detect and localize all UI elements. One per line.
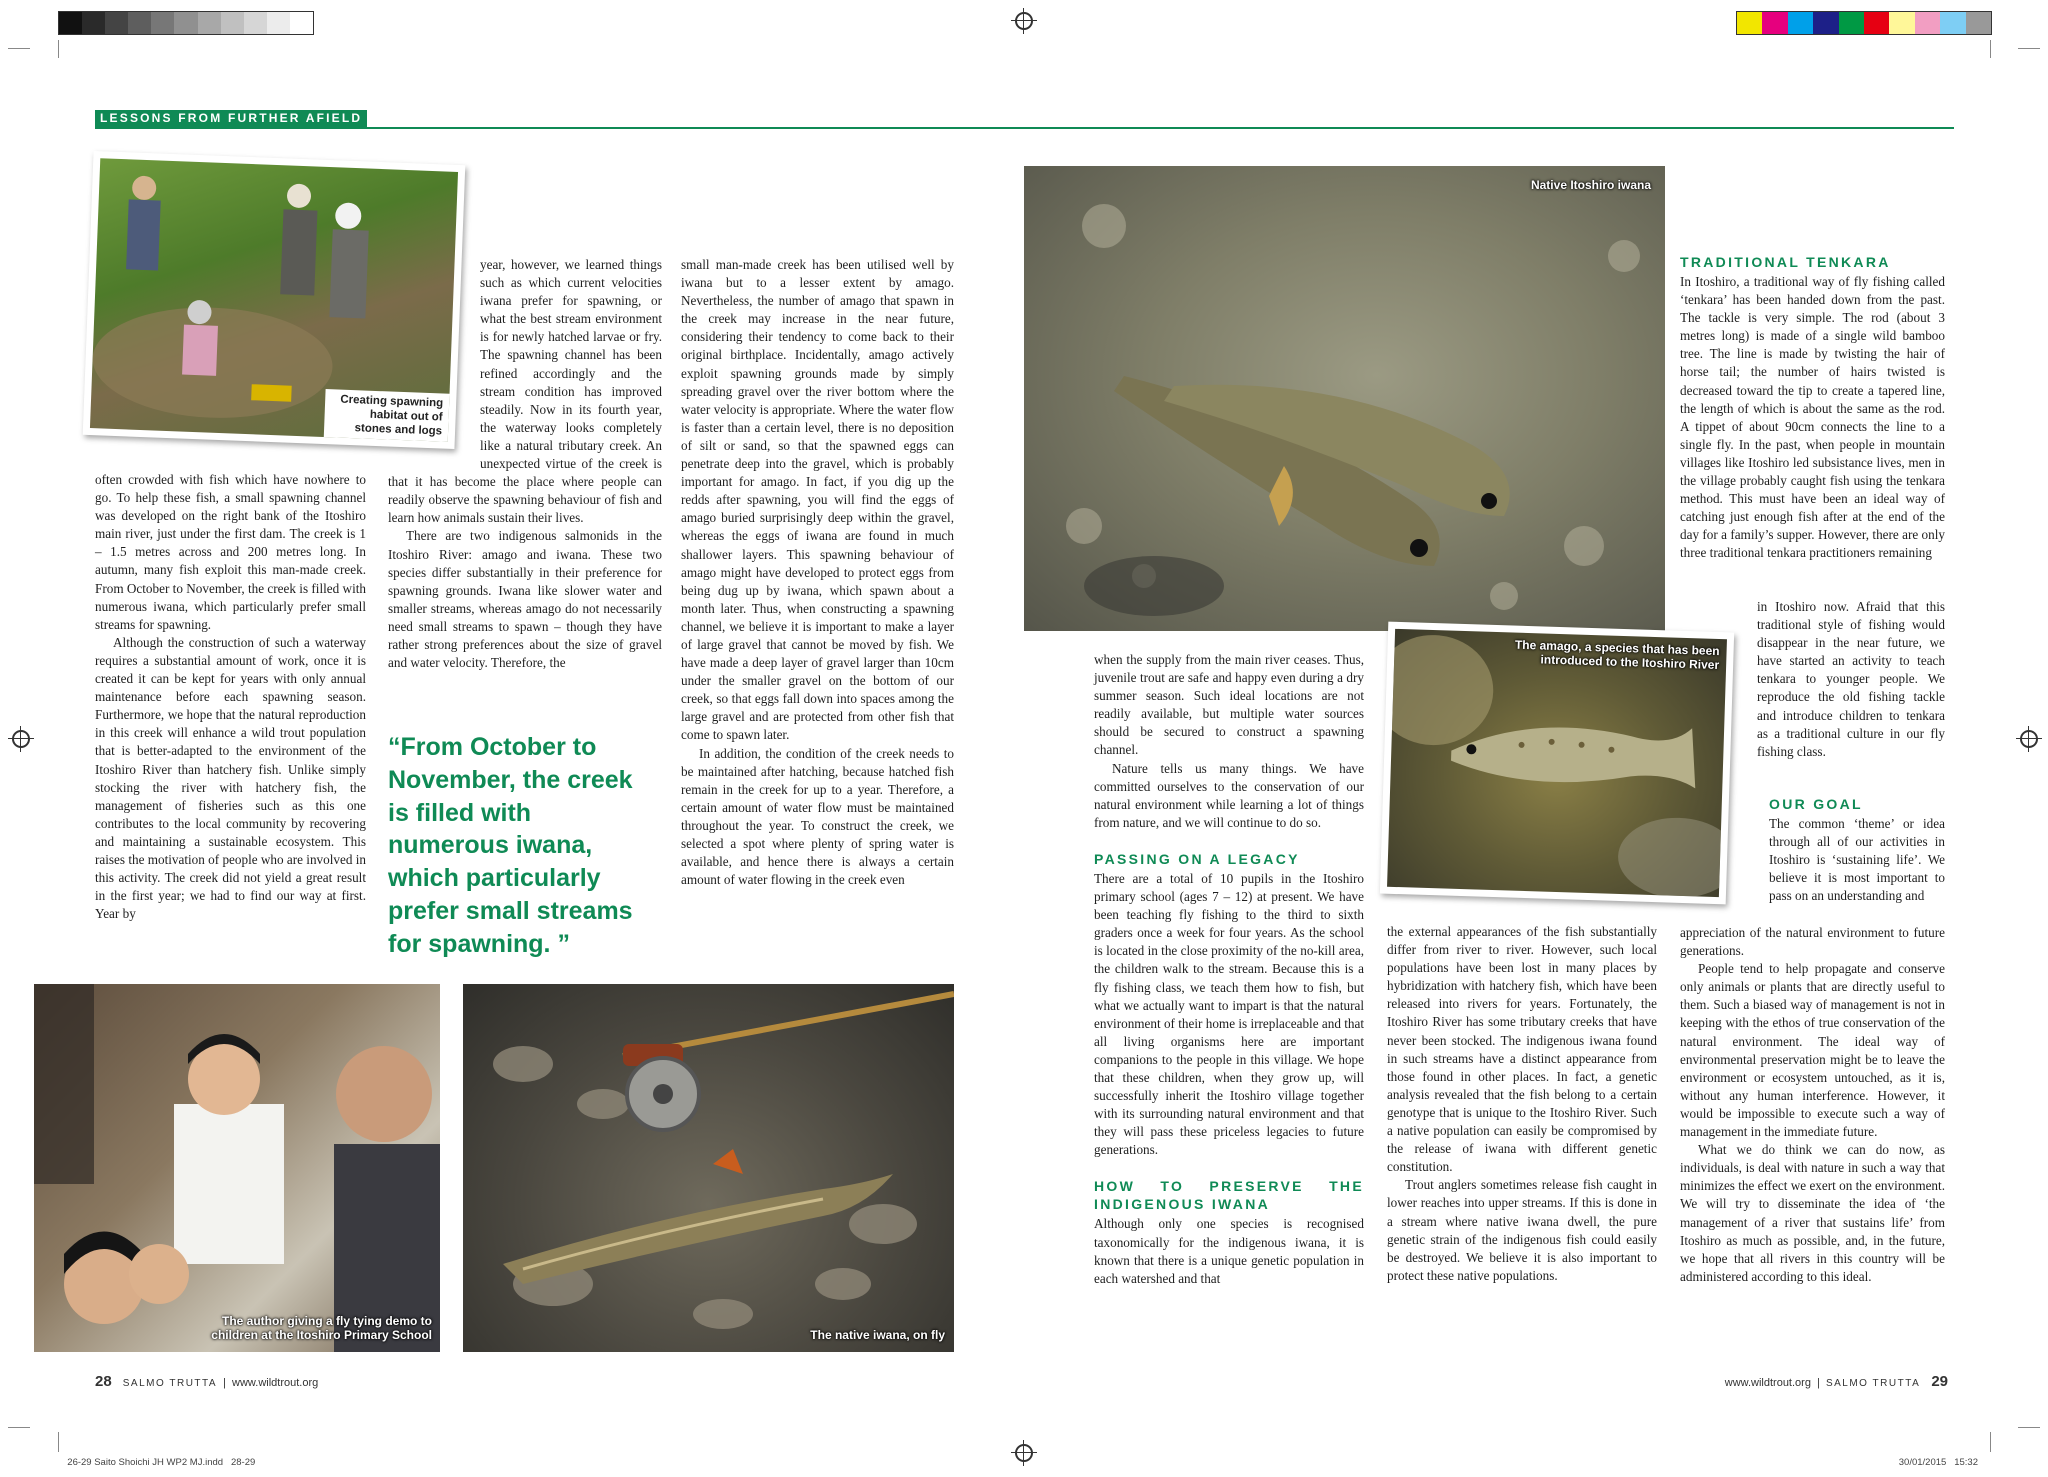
heading-our-goal: OUR GOAL (1769, 796, 1863, 812)
paragraph: In Itoshiro, a traditional way of fly fishing called ‘tenkara’ has been handed down from the past. The tackle is very simple. The rod (about 3 metres long) is made of a single wild bamboo tree. The line is made by twisting the hair of horse tail; the number of hairs twisted is decreased toward the tip to create a tapered line, the length of which is about the same as the rod. A tippet of about 90cm connects the line to a single fly. In the past, when people in mountain villages like Itoshiro led subsistance lives, men in the village probably caught fish using the tenkara method. This must have been an ideal way of catching just enough fish after at the end of the day for a family’s supper. However, there are only three traditional tenkara practitioners remaining (1680, 274, 1945, 561)
color-swatch (1915, 12, 1940, 34)
slug-file: 26-29 Saito Shoichi JH WP2 MJ.indd 28-29 (67, 1457, 256, 1468)
photo-iwana-on-fly (463, 984, 954, 1352)
article-column-4 (1094, 651, 1364, 1288)
registration-mark-right (2020, 730, 2038, 748)
crop-mark (58, 40, 59, 58)
magazine-name-left: SALMO TRUTTA (122, 1378, 218, 1389)
grayscale-bar (58, 11, 314, 35)
color-swatch (1966, 12, 1991, 34)
section-label: LESSONS FROM FURTHER AFIELD (95, 110, 367, 127)
page-number-right: 29 (1931, 1373, 1948, 1390)
crop-mark (1990, 1432, 1991, 1452)
children-illustration (34, 984, 440, 1352)
section-rule (95, 127, 1954, 129)
crop-mark (58, 1432, 59, 1452)
paragraph: Nature tells us many things. We have committed ourselves to the conservation of our natural environment while learning a lot of things from nature, and we will continue to do so. (1094, 760, 1364, 830)
crop-mark (2018, 1427, 2040, 1428)
article-column-6b (1757, 598, 1945, 761)
page-number-left: 28 (95, 1373, 112, 1390)
paragraph: appreciation of the natural environment to future generations. (1680, 925, 1945, 959)
paragraph: There are a total of 10 pupils in the Itoshiro primary school (ages 7 – 12) at present. We have been teaching fly fishing to the third to sixth graders once a week for four years. As the school is located in the close proximity of the no-kill area, the children walk to the stream. Because this is a fly fishing class, we teach them how to fish, but what we actually want to impart is that the natural environment of their home is irreplaceable and that all living organisms here are important companions to the people in this village. We hope that these children, when they grow up, will successfully inherit the Itoshiro village together with its surrounding natural environment and that they will pass these priceless legacies to future generations. (1094, 870, 1364, 1158)
color-swatch (1940, 12, 1965, 34)
color-swatch (1788, 12, 1813, 34)
color-swatch (1889, 12, 1914, 34)
paragraph: Trout anglers sometimes release fish caught in lower reaches into upper streams. If this is done in a stream where native iwana dwell, the pure genetic strain of the indigenous fish could easily be destroyed. We believe it is also important to protect these native populations. (1387, 1177, 1657, 1283)
paragraph: The common ‘theme’ or idea through all of our activities in Itoshiro is ‘sustaining life’. We believe it is most important to pass on an understanding and (1769, 816, 1945, 904)
caption-iwana-on-fly: The native iwana, on fly (810, 1328, 945, 1342)
heading-traditional-tenkara: TRADITIONAL TENKARA (1680, 254, 1891, 270)
article-column-3 (681, 256, 954, 889)
color-swatch (1839, 12, 1864, 34)
crop-mark (2018, 48, 2040, 49)
paragraph: People tend to help propagate and conserve only animals or plants that are directly useful to them. Such a biased way of management is not in keeping with the ethos of true conservation of the natural environment. The ideal way of environmental preservation might be to leave the environment or ecosystem untouched, as it is, without any human interference. However, it would be impossible to execute such a way of management in the immediate future. (1680, 961, 1945, 1140)
photo-native-iwana (1024, 166, 1665, 631)
article-column-6 (1680, 253, 1945, 563)
caption-spawning: Creating spawning habitat out of stones and logs (324, 389, 450, 442)
paragraph: Although the construction of such a waterway requires a substantial amount of work, once it is created it can be kept for years with only annual maintenance before each spawning season. Furthermore, we hope that the natural reproduction in this creek will enhance a wild trout population that is better-adapted to the environment of the Itoshiro River than hatchery fish. Unlike simply stocking the river with hatchery fish, the management of fisheries such as this one contributes to the local community by recovering and maintaining a sustainable ecosystem. This raises the motivation of people who are involved in this activity. The creek did not yield a great result in the first year; we had to find our way at first. Year by (95, 634, 367, 922)
wrap-spacer (388, 256, 480, 470)
color-swatch (1813, 12, 1838, 34)
paragraph: Although only one species is recognised taxonomically for the indigenous iwana, it is known that there is a unique genetic population in each watershed and that (1094, 1216, 1364, 1286)
pull-quote: “From October to November, the creek is filled with numerous iwana, which particularly prefer small streams for spawning. ” (388, 733, 633, 958)
crop-mark (8, 1427, 30, 1428)
heading-how-to-preserve: HOW TO PRESERVE THE INDIGENOUS IWANA (1094, 1178, 1364, 1213)
paragraph: small man-made creek has been utilised well by iwana but to a lesser extent by amago. Nevertheless, the number of amago that spawn in the creek may increase in the near future, considering their tendency to come back to their original birthplace. Incidentally, amago actively exploit spawning grounds made by simply spreading gravel over the river bottom where the water velocity is appropriate. Where the water flow is faster than a certain level, there is no deposition of silt or sand, so that the spawned eggs can penetrate deep into the gravel, which is probably important for amago. In fact, if you dig up the redds after spawning, you will find the eggs of amago buried surprisingly deep within the gravel, whereas the eggs of iwana are found in much shallower layers. This spawning behaviour of amago might have developed to protect eggs from being dug up by iwana, which spawn about a month later. Thus, when constructing a spawning channel, we believe it is important to make a layer of large gravel that cannot be moved by fish. We have made a deep layer of gravel larger than 10cm under the smaller gravel on the bottom of our creek, so that eggs fall down into spaces among the large gravel and are protected from other fish that come to spawn later. (681, 257, 954, 743)
article-column-2 (388, 256, 662, 672)
crop-mark (8, 48, 30, 49)
color-bar (1736, 11, 1992, 35)
footer-left: 28 SALMO TRUTTA | www.wildtrout.org (95, 1373, 319, 1390)
caption-native-iwana: Native Itoshiro iwana (1530, 178, 1651, 192)
paragraph: In addition, the condition of the creek needs to be maintained after hatching, because hatched fish remain in the creek for up to a year. Therefore, a certain amount of water flow must be maintained throughout the year. To construct the creek, we selected a spot where plenty of spring water is available, and hence there is always a certain amount of water flowing in the creek even (681, 745, 954, 888)
color-swatch (1737, 12, 1762, 34)
registration-mark-left (12, 730, 30, 748)
paragraph: the external appearances of the fish substantially differ from river to river. However, such local populations have been lost in many places by hybridization with hatchery fish, which have been released into rivers for years. Fortunately, the Itoshiro River has some tributary creeks that have never been stocked. The indigenous iwana found in such streams have a distinct appearance from those found in other places. In fact, a genetic analysis revealed that the fish belong to a certain genotype that is unique to the Itoshiro River. Such a native population can easily be compromised by the release of iwana with different genetic constitution. (1387, 924, 1657, 1175)
rod-and-fish-illustration (463, 984, 954, 1352)
color-swatch (1762, 12, 1787, 34)
paragraph: often crowded with fish which have nowhere to go. To help these fish, a small spawning channel was developed on the right bank of the Itoshiro main river, just under the first dam. The creek is 1 – 1.5 metres across and 200 metres long. In autumn, many fish exploit this man-made creek. From October to November, the creek is filled with numerous iwana, which particularly prefer small streams for spawning. (95, 472, 366, 632)
article-column-6d (1680, 924, 1945, 1286)
paragraph: There are two indigenous salmonids in the Itoshiro River: amago and iwana. These two species differ substantially in their preference for spawning grounds. Iwana like slower water and smaller streams, whereas amago do not necessarily need small streams to spawn – though they have rather strong preferences about the size of gravel and water velocity. Therefore, the (388, 528, 662, 671)
website-right[interactable]: www.wildtrout.org (1724, 1377, 1811, 1389)
paragraph: What we do think we can do now, as individuals, is deal with nature in such a way that minimizes the effect we exert on the environment. We will try to disseminate the idea of ‘the management of a river that sustains life’ from Itoshiro as much as possible, and, in the future, we hope that all rivers in this country will be administered according to this ideal. (1680, 1142, 1945, 1284)
registration-mark-bottom (1015, 1444, 1033, 1462)
website-left[interactable]: www.wildtrout.org (232, 1377, 319, 1389)
heading-passing-on-a-legacy: PASSING ON A LEGACY (1094, 850, 1300, 867)
slug-date: 30/01/2015 15:32 (1898, 1457, 1978, 1468)
photo-amago-frame (1380, 622, 1734, 905)
article-column-1 (95, 471, 366, 923)
caption-fly-tying-demo: The author giving a fly tying demo to children at the Itoshiro Primary School (211, 1314, 432, 1342)
registration-mark-top (1015, 12, 1033, 30)
article-column-6c (1769, 795, 1945, 905)
footer-right: www.wildtrout.org | SALMO TRUTTA 29 (1724, 1373, 1948, 1390)
crop-mark (1990, 40, 1991, 58)
paragraph: when the supply from the main river ceases. Thus, juvenile trout are safe and happy even during a dry summer season. Such ideal locations are not readily available, but multiple water sources should be secured to construct a spawning channel. (1094, 652, 1364, 758)
color-swatch (1864, 12, 1889, 34)
article-column-5 (1387, 923, 1657, 1285)
paragraph: in Itoshiro now. Afraid that this traditional style of fishing would disappear in the near future, we have started an activity to teach tenkara to younger people. We reproduce the old fishing tackle and introduce children to tenkara as a traditional culture in our fly fishing class. (1757, 599, 1945, 759)
fish-illustration (1024, 166, 1665, 631)
paragraph: year, however, we learned things such as which current velocities iwana prefer for spawning, or what the best stream environment is for newly hatched larvae or fry. The spawning channel has been refined accordingly and the stream condition has improved steadily. Now in its fourth year, the waterway looks completely like a natural tributary creek. An unexpected virtue of the creek is that it has become the place where people can readily observe the spawning behaviour of fish and learn how animals sustain their lives. (388, 257, 662, 526)
photo-fly-tying-demo (34, 984, 440, 1352)
caption-amago: The amago, a species that has been introduced to the Itoshiro River (1514, 637, 1720, 673)
magazine-name-right: SALMO TRUTTA (1825, 1378, 1921, 1389)
